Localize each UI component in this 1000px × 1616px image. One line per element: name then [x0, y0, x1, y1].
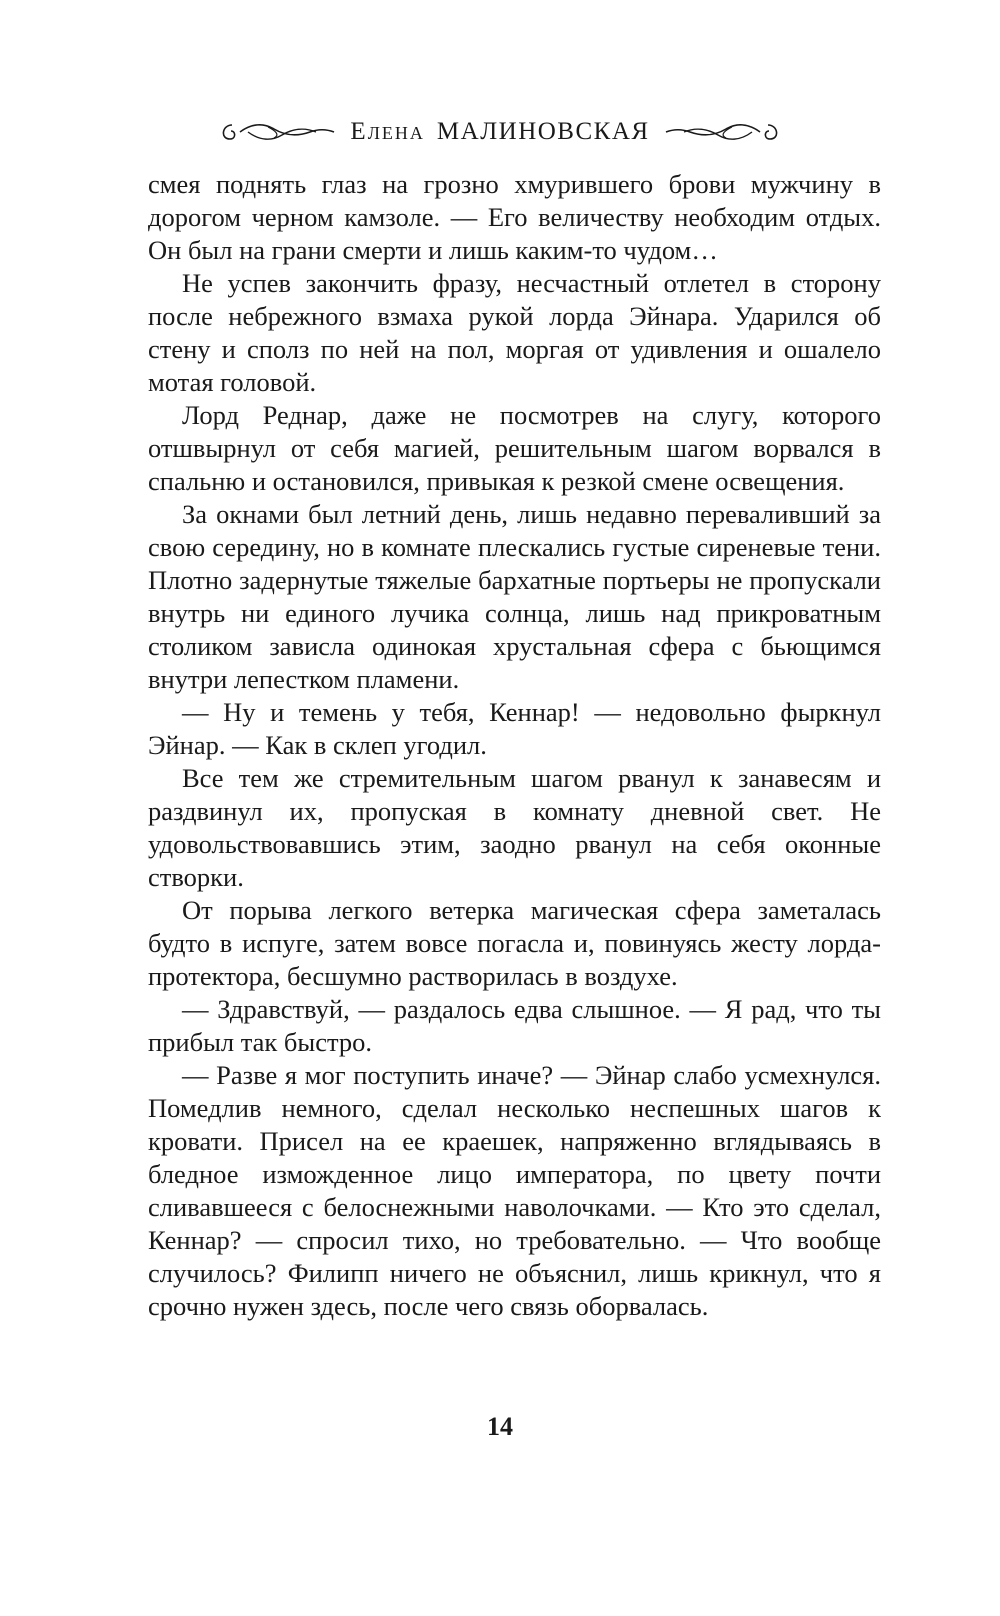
author-last-name: МАЛИНОВСКАЯ	[436, 118, 650, 145]
paragraph: — Ну и темень у тебя, Кеннар! — недовольно фыркнул Эйнар. — Как в склеп угодил.	[148, 697, 881, 760]
body-text	[148, 168, 881, 1323]
right-flourish-icon	[664, 117, 782, 147]
paragraph: Не успев закончить фразу, несчастный отлетел в сторону после небрежного взмаха рукой лорда Эйнара. Ударился об стену и сполз по ней на пол, моргая от удивления и ошалело мотая головой.	[148, 268, 881, 397]
running-header	[0, 112, 1000, 152]
paragraph: Лорд Реднар, даже не посмотрев на слугу, которого отшвырнул от себя магией, решительным шагом ворвался в спальню и остановился, привыкая к резкой смене освещения.	[148, 400, 881, 496]
left-flourish-icon	[218, 117, 336, 147]
author-name	[350, 118, 649, 146]
page-number: 14	[487, 1412, 513, 1441]
paragraph: — Здравствуй, — раздалось едва слышное. — Я рад, что ты прибыл так быстро.	[148, 994, 881, 1057]
paragraph: За окнами был летний день, лишь недавно переваливший за свою середину, но в комнате плескались густые сиреневые тени. Плотно задернутые тяжелые бархатные портьеры не пропускали внутрь ни единого лучика солнца, лишь над прикроватным столиком зависла одинокая хрустальная сфера с бьющимся внутри лепестком пламени.	[148, 499, 881, 694]
author-first-name: Елена	[350, 118, 425, 145]
paragraph: — Разве я мог поступить иначе? — Эйнар слабо усмехнулся. Помедлив немного, сделал несколько неспешных шагов к кровати. Присел на ее краешек, напряженно вглядываясь в бледное изможденное лицо императора, по цвету почти сливавшееся с белоснежными наволочками. — Кто это сделал, Кеннар? — спросил тихо, но требовательно. — Что вообще случилось? Филипп ничего не объяснил, лишь крикнул, что я срочно нужен здесь, после чего связь оборвалась.	[148, 1060, 881, 1321]
paragraph: смея поднять глаз на грозно хмурившего брови мужчину в дорогом черном камзоле. — Его величеству необходим отдых. Он был на грани смерти и лишь каким-то чудом…	[148, 169, 881, 265]
paragraph: Все тем же стремительным шагом рванул к занавесям и раздвинул их, пропуская в комнату дневной свет. Не удовольствовавшись этим, заодно рванул на себя оконные створки.	[148, 763, 881, 892]
paragraph: От порыва легкого ветерка магическая сфера заметалась будто в испуге, затем вовсе погасла и, повинуясь жесту лорда-протектора, бесшумно растворилась в воздухе.	[148, 895, 881, 991]
